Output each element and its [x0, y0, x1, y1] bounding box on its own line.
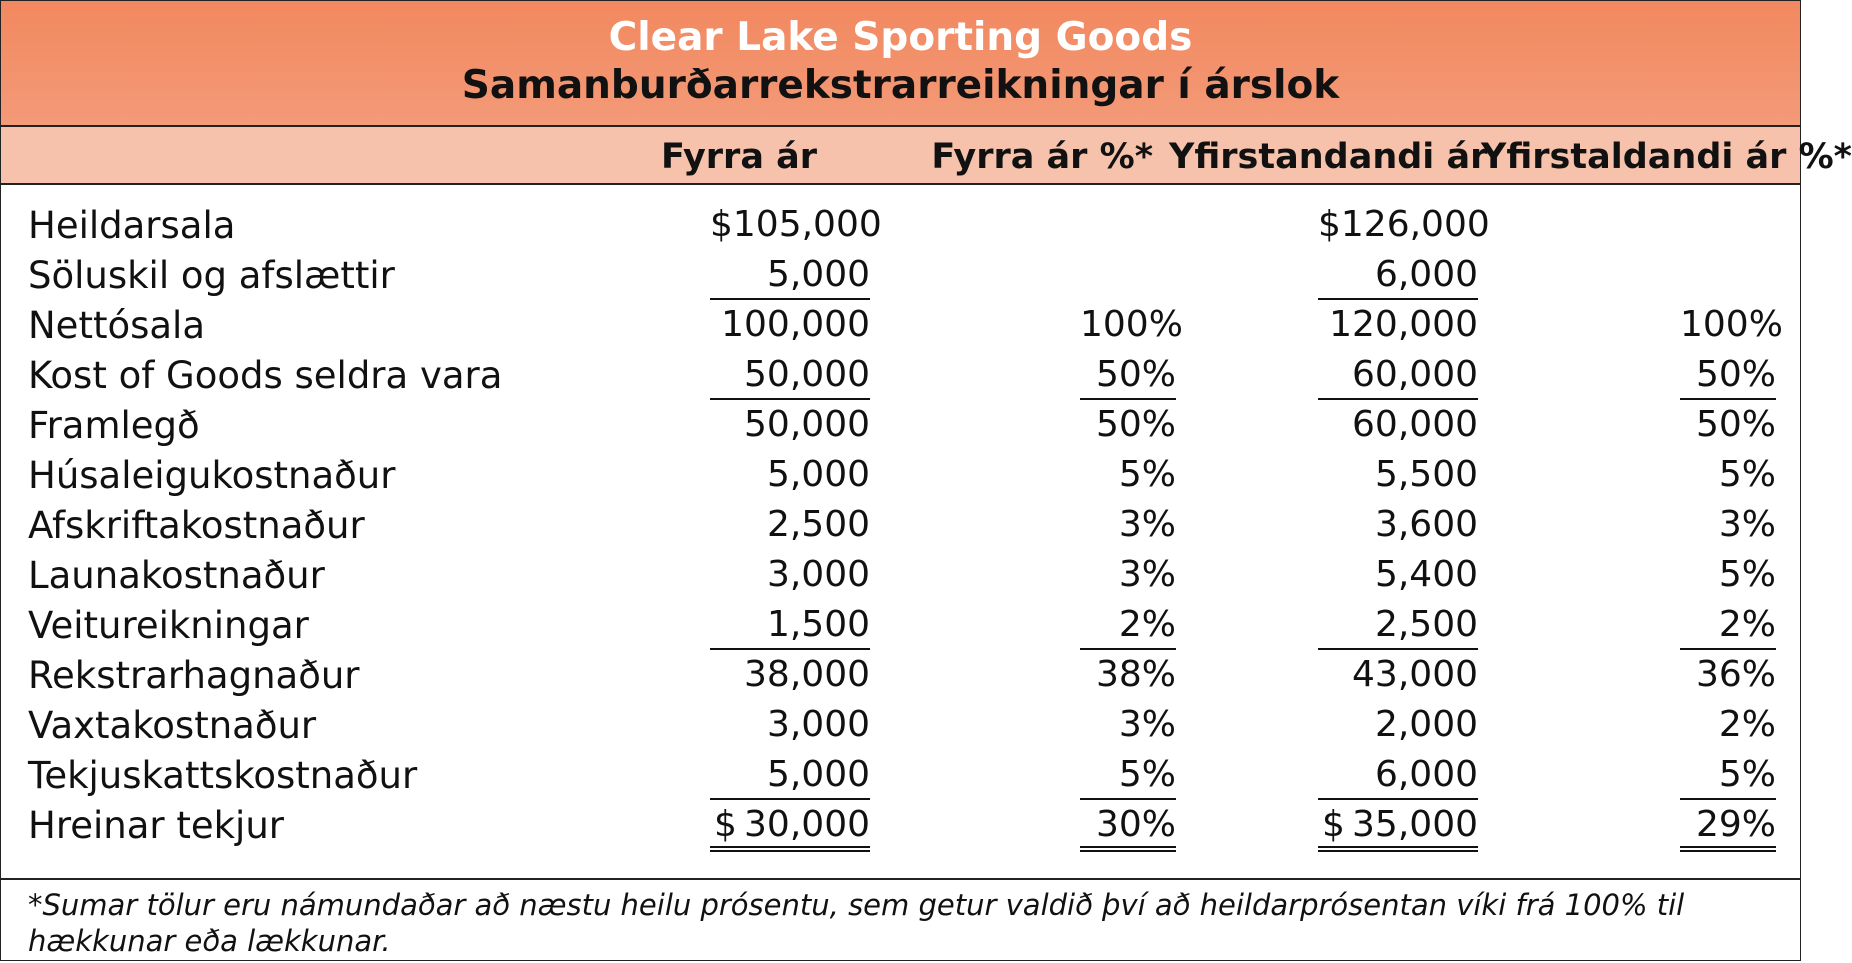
prior-year-pct: 5%: [1118, 454, 1176, 495]
current-year-pct: 36%: [1695, 654, 1776, 695]
currency-symbol: $: [1322, 804, 1345, 845]
table-row: [0, 800, 1803, 850]
row-label: Vaxtakostnaður: [28, 704, 317, 747]
prior-year-value: 50,000: [744, 404, 870, 445]
prior-year-value: $105,000: [710, 204, 882, 245]
current-year-value: 5,500: [1374, 454, 1478, 495]
current-year-value: 2,000: [1374, 704, 1478, 745]
prior-year-pct: 50%: [1080, 354, 1176, 400]
current-year-value: 60,000: [1352, 404, 1478, 445]
current-year-pct: [1680, 204, 1776, 248]
prior-year-pct: [1080, 254, 1176, 298]
prior-year-pct: 38%: [1095, 654, 1176, 695]
prior-year-value: 1,500: [710, 604, 870, 650]
current-year-value: 6,000: [1318, 754, 1478, 800]
statement-title: Samanburðarrekstrarreikningar í árslok: [461, 63, 1340, 108]
current-year-pct: 2%: [1718, 704, 1776, 745]
row-label: Nettósala: [28, 304, 205, 347]
current-year-pct: 5%: [1718, 554, 1776, 595]
column-header-band: [1, 127, 1852, 185]
prior-year-value: 2,500: [766, 504, 870, 545]
footnote: *Sumar tölur eru námundaðar að næstu heilu prósentu, sem getur valdið því að heildarprósentan víki frá 100% til hækkunar eða lækkunar.: [28, 888, 1685, 958]
prior-year-value: 5,000: [766, 454, 870, 495]
table-row: [0, 300, 1803, 350]
table-row: [0, 200, 1803, 250]
row-label: Veitureikningar: [28, 604, 309, 647]
prior-year-pct: 3%: [1118, 504, 1176, 545]
prior-year-pct: 50%: [1095, 404, 1176, 445]
col-header-prior-year-pct: Fyrra ár %*: [931, 137, 1153, 177]
table-row: [0, 750, 1803, 800]
table-row: [0, 600, 1803, 650]
row-label: Húsaleigukostnaður: [28, 454, 396, 497]
company-name: Clear Lake Sporting Goods: [608, 15, 1193, 60]
prior-year-pct: [1080, 204, 1176, 248]
prior-year-pct: 5%: [1080, 754, 1176, 800]
table-row: [0, 400, 1803, 450]
row-label: Söluskil og afslættir: [28, 254, 395, 297]
current-year-pct: 5%: [1718, 454, 1776, 495]
current-year-pct: 3%: [1718, 504, 1776, 545]
footnote-divider: [1, 878, 1800, 880]
prior-year-pct: 30%: [1080, 804, 1176, 852]
row-label: Framlegð: [28, 404, 200, 447]
prior-year-pct: 2%: [1080, 604, 1176, 650]
prior-year-value: 3,000: [766, 554, 870, 595]
table-row: [0, 500, 1803, 550]
current-year-value: 60,000: [1318, 354, 1478, 400]
current-year-value: 2,500: [1318, 604, 1478, 650]
col-header-current-year-pct: Yfirstaldandi ár %*: [1481, 137, 1852, 177]
row-label: Tekjuskattskostnaður: [28, 754, 418, 797]
current-year-pct: 50%: [1680, 354, 1776, 400]
row-label: Rekstrarhagnaður: [28, 654, 360, 697]
current-year-value: 120,000: [1329, 304, 1478, 345]
prior-year-value: 38,000: [744, 654, 870, 695]
row-label: Hreinar tekjur: [28, 804, 285, 847]
row-label: Launakostnaður: [28, 554, 325, 597]
prior-year-value: 50,000: [710, 354, 870, 400]
table-row: [0, 700, 1803, 750]
current-year-pct: 29%: [1680, 804, 1776, 852]
prior-year-value-cell: [710, 804, 870, 852]
table-row: [0, 550, 1803, 600]
table-row: [0, 350, 1803, 400]
prior-year-pct: 3%: [1118, 704, 1176, 745]
col-header-prior-year: Fyrra ár: [660, 137, 817, 177]
current-year-value: 3,600: [1374, 504, 1478, 545]
current-year-value: 35,000: [1352, 804, 1478, 845]
row-label: Kost of Goods seldra vara: [28, 354, 503, 397]
current-year-value-cell: [1318, 804, 1478, 852]
current-year-value: 43,000: [1352, 654, 1478, 695]
prior-year-value: 30,000: [744, 804, 870, 845]
row-label: Afskriftakostnaður: [28, 504, 365, 547]
prior-year-value: 3,000: [766, 704, 870, 745]
col-header-current-year: Yfirstandandi ár: [1169, 137, 1488, 177]
prior-year-value: 5,000: [710, 754, 870, 800]
row-label: Heildarsala: [28, 204, 236, 247]
table-row: [0, 450, 1803, 500]
prior-year-pct: 3%: [1118, 554, 1176, 595]
current-year-pct: 2%: [1680, 604, 1776, 650]
current-year-value: 5,400: [1374, 554, 1478, 595]
current-year-pct: 50%: [1695, 404, 1776, 445]
current-year-value: 6,000: [1318, 254, 1478, 300]
current-year-pct: 100%: [1680, 304, 1783, 345]
current-year-pct: [1680, 254, 1776, 298]
table-row: [0, 250, 1803, 300]
current-year-value: $126,000: [1318, 204, 1490, 245]
currency-symbol: $: [714, 804, 737, 845]
prior-year-value: 100,000: [721, 304, 870, 345]
title-band: [1, 1, 1800, 127]
prior-year-pct: 100%: [1080, 304, 1183, 345]
prior-year-value: 5,000: [710, 254, 870, 300]
table-row: [0, 650, 1803, 700]
current-year-pct: 5%: [1680, 754, 1776, 800]
